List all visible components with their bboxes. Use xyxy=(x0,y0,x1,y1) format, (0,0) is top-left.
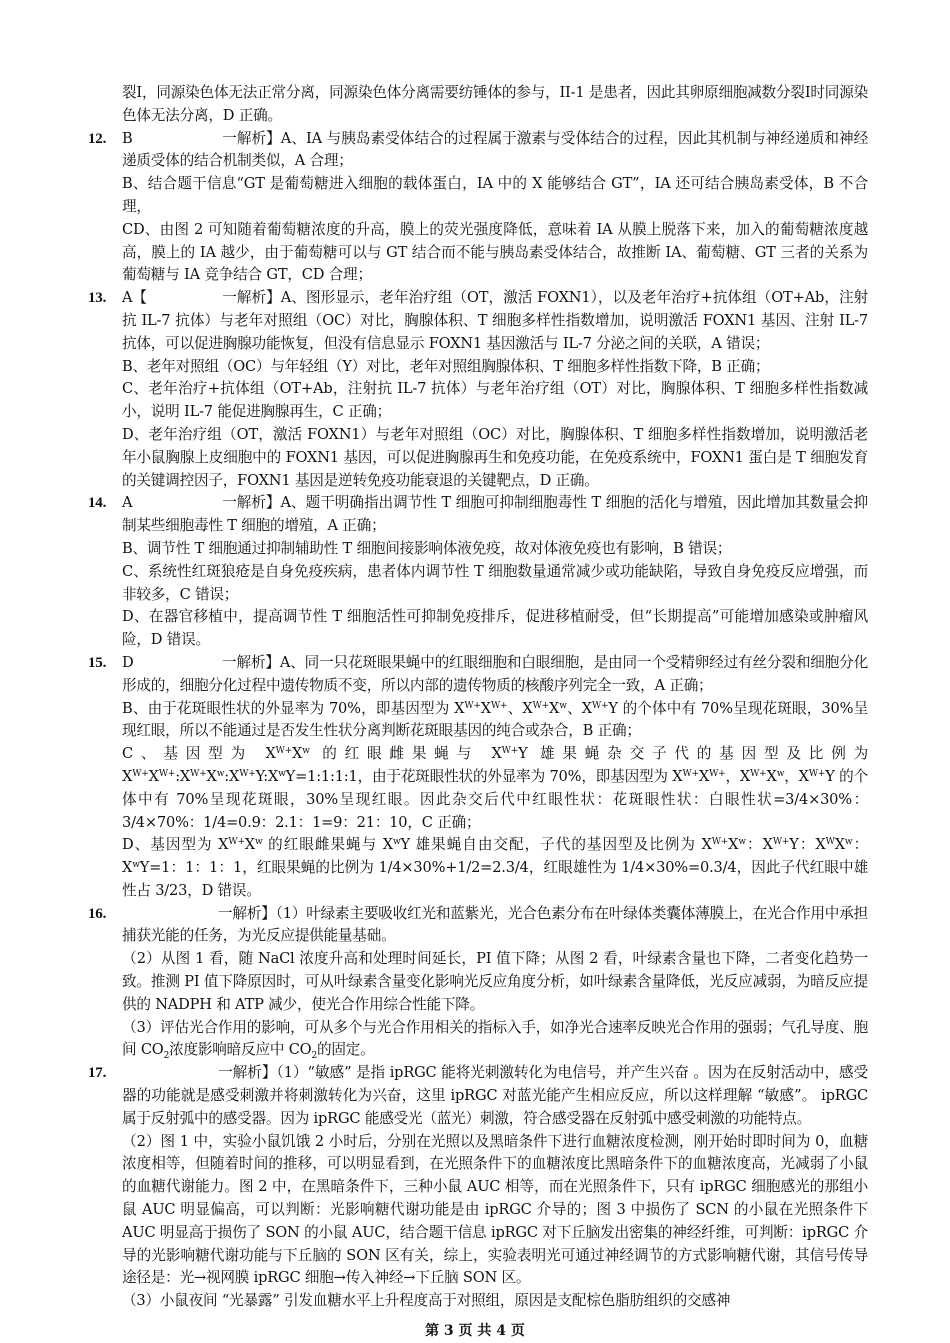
question-number: 13. xyxy=(88,290,107,307)
question-item-14 xyxy=(88,492,868,652)
page-footer: 第 3 页 共 4 页 xyxy=(425,1323,525,1339)
question-item-17 xyxy=(88,1062,868,1313)
explanation-line: CD、由图 2 可知随着葡萄糖浓度的升高，膜上的荧光强度降低，意味着 IA 从膜上脱落下来，加入的葡萄糖浓度越高，膜上的 IA 越少，由于葡萄糖可以与 GT 结合而不能与胰岛素受体结合，故推断 IA、葡萄糖、GT 三者的关系为葡萄糖与 IA 竞争结合 GT，CD 合理； xyxy=(122,220,868,284)
question-item-15 xyxy=(88,652,868,903)
explanation-line: D、基因型为 $X^{W+}X^w$ 的红眼雌果蝇与 $X^wY$ 雄果蝇自由交配，子代的基因型及比例为 $X^{W+}X^w$：$X^{W+}Y$：$X^WX^w$：$X^wY=1$：1：1：1，红眼果蝇的比例为 1/4×30%+1/2=2.3/4，红眼雄性为 1/4×30%=0.3/4，因此子代红眼中雄性占 3/23，D 错误。 xyxy=(122,836,868,899)
explanation-line: D、老年治疗组（OT，激活 FOXN1）与老年对照组（OC）对比，胸腺体积、T 细胞多样性指数增加，说明激活老年小鼠胸腺上皮细胞中的 FOXN1 基因，可以促进胸腺再生和免疫功能，在免疫系统中，FOXN1 蛋白是 T 细胞发育的关键调控因子，FOXN1 基因是逆转免疫功能衰退的关键靶点，D 正确。 xyxy=(122,425,868,489)
explanation-line: B、调节性 T 细胞通过抑制辅助性 T 细胞间接影响体液免疫，故对体液免疫也有影响，B 错误； xyxy=(122,539,732,557)
answer-letter: B xyxy=(122,129,133,147)
question-number: 12. xyxy=(88,130,107,147)
explanation-head: 一解析】A、图形显示，老年治疗组（OT，激活 FOXN1），以及老年治疗+抗体组（OT+Ab，注射抗 IL-7 抗体）与老年对照组（OC）对比，胸腺体积、T 细胞多样性指数增加，说明激活 FOXN1 基因、注射 IL-7 抗体，可以促进胸腺功能恢复，但没有信息显示 FOXN1 基因激活与 IL-7 分泌之间的关联，A 错误； xyxy=(122,289,868,352)
question-number: 16. xyxy=(88,905,107,922)
explanation-line: （2）从图 1 看，随 NaCl 浓度升高和处理时间延长，PI 值下降；从图 2 看，叶绿素含量也下降，二者变化趋势一致。推测 PI 值下降原因时，可从叶绿素含量变化影响光反应角度分析，如叶绿素含量降低，光反应减弱，为暗反应提供的 NADPH 和 ATP 减少，使光合作用综合性能下降。 xyxy=(122,950,868,1013)
explanation-line: C、基因型为 $X^{W+}X^w$ 的红眼雌果蝇与 $X^{W+}Y$ 雄果蝇杂交子代的基因型及比例为 $X^{W+}X^{W+}:X^{W+}X^w:X^{W+}Y:X^wY=1:1:1:1$，由于花斑眼性状的外显率为 70%，即基因型为 $X^{W+}X^{W+}$，$X^{W+}X^w$，$X^{W+}Y$ 的个体中有 70%呈现花斑眼，30%呈现红眼。因此杂交后代中红眼性状：花斑眼性状：白眼性状=3/4×30%：3/4×70%：1/4=0.9：2.1：1=9：21：10，C 正确； xyxy=(122,745,868,831)
explanation-head: 一解析】A、题干明确指出调节性 T 细胞可抑制细胞毒性 T 细胞的活化与增殖，因此增加其数量会抑制某些细胞毒性 T 细胞的增殖，A 正确； xyxy=(122,494,868,535)
question-item-12 xyxy=(88,128,868,288)
explanation-line: B、由于花斑眼性状的外显率为 70%，即基因型为 $X^{W+}X^{W+}$、$X^{W+}X^w$、$X^{W+}Y$ 的个体中有 70%呈现花斑眼，30%呈现红眼，所以不能通过是否发生性状分离判断花斑眼基因的纯合或杂合，B 正确； xyxy=(122,699,868,740)
explanation-head: 一解析】（1）“敏感” 是指 ipRGC 能将光刺激转化为电信号，并产生兴奋 。因为在反射活动中，感受器的功能就是感受刺激并将刺激转化为兴奋，这里 ipRGC 对蓝光能产生相应反应，所以这样理解 “敏感”。 ipRGC 属于反射弧中的感受器。因为 ipRGC 能感受光（蓝光）刺激，符合感受器在反射弧中感受刺激的功能特点。 xyxy=(122,1064,868,1127)
explanation-head: 一解析】（1）叶绿素主要吸收红光和蓝紫光，光合色素分布在叶绿体类囊体薄膜上，在光合作用中承担捕获光能的任务，为光反应提供能量基础。 xyxy=(122,904,868,945)
explanation-line: D、在器官移植中，提高调节性 T 细胞活性可抑制免疫排斥，促进移植耐受，但“长期提高”可能增加感染或肿瘤风险，D 错误。 xyxy=(122,608,868,649)
question-number: 17. xyxy=(88,1065,107,1082)
explanation-line: B、结合题干信息“GT 是葡萄糖进入细胞的载体蛋白，IA 中的 X 能够结合 GT”，IA 还可结合胰岛素受体，B 不合理， xyxy=(122,175,868,215)
answer-letter: D xyxy=(122,653,134,671)
answer-letter: A xyxy=(122,494,133,512)
explanation-line: C、系统性红斑狼疮是自身免疫疾病，患者体内调节性 T 细胞数量通常减少或功能缺陷，导致自身免疫反应增强，而非较多，C 错误； xyxy=(122,562,868,603)
question-number: 14. xyxy=(88,495,107,512)
explanation-line: （3）评估光合作用的影响，可从多个与光合作用相关的指标入手，如净光合速率反映光合作用的强弱；气孔导度、胞间 $CO_2$浓度影响暗反应中 $CO_2$的固定。 xyxy=(122,1018,868,1062)
page-content xyxy=(88,82,868,1313)
question-number: 15. xyxy=(88,654,107,671)
explanation-head: 一解析】A、IA 与胰岛素受体结合的过程属于激素与受体结合的过程，因此其机制与神经递质和神经递质受体的结合机制类似，A 合理； xyxy=(122,129,868,170)
explanation-head: 一解析】A、同一只花斑眼果蝇中的红眼细胞和白眼细胞，是由同一个受精卵经过有丝分裂和细胞分化形成的，细胞分化过程中遗传物质不变，所以内部的遗传物质的核酸序列完全一致，A 正确； xyxy=(122,653,868,694)
question-item-13 xyxy=(88,287,868,492)
carry-over-paragraph: 裂I，同源染色体无法正常分离，同源染色体分离需要纺锤体的参与，II-1 是患者，因此其卵原细胞减数分裂I时同源染色体无法分离，D 正确。 xyxy=(122,84,868,124)
explanation-line: （2）图 1 中，实验小鼠饥饿 2 小时后，分别在光照以及黑暗条件下进行血糖浓度检测，刚开始时即时间为 0，血糖浓度相等，但随着时间的推移，可以明显看到，在光照条件下的血糖浓度比黑暗条件下的血糖浓度高，光减弱了小鼠的血糖代谢能力。图 2 中，在黑暗条件下，三种小鼠 AUC 相等，而在光照条件下，只有 ipRGC 细胞感光的那组小鼠 AUC 明显偏高，可以判断：光影响糖代谢功能是由 ipRGC 介导的；图 3 中损伤了 SCN 的小鼠在光照条件下 AUC 明显高于损伤了 SON 的小鼠 AUC，结合题干信息 ipRGC 对下丘脑发出密集的神经纤维，可判断：ipRGC 介导的光影响糖代谢功能与下丘脑的 SON 区有关，综上，实验表明光可通过神经调节的方式影响糖代谢，其信号传导途径是：光→视网膜 ipRGC 细胞→传入神经→下丘脑 SON 区。 xyxy=(122,1132,868,1287)
explanation-line: （3）小鼠夜间 “光暴露” 引发血糖水平上升程度高于对照组，原因是支配棕色脂肪组织的交感神 xyxy=(122,1292,731,1310)
explanation-line: B、老年对照组（OC）与年轻组（Y）对比，老年对照组胸腺体积、T 细胞多样性指数下降，B 正确； xyxy=(122,357,770,375)
explanation-line: C、老年治疗+抗体组（OT+Ab，注射抗 IL-7 抗体）与老年治疗组（OT）对比，胸腺体积、T 细胞多样性指数减小，说明 IL-7 能促进胸腺再生，C 正确； xyxy=(122,380,868,421)
question-item-16 xyxy=(88,903,868,1063)
answer-letter: A【 xyxy=(122,289,147,307)
